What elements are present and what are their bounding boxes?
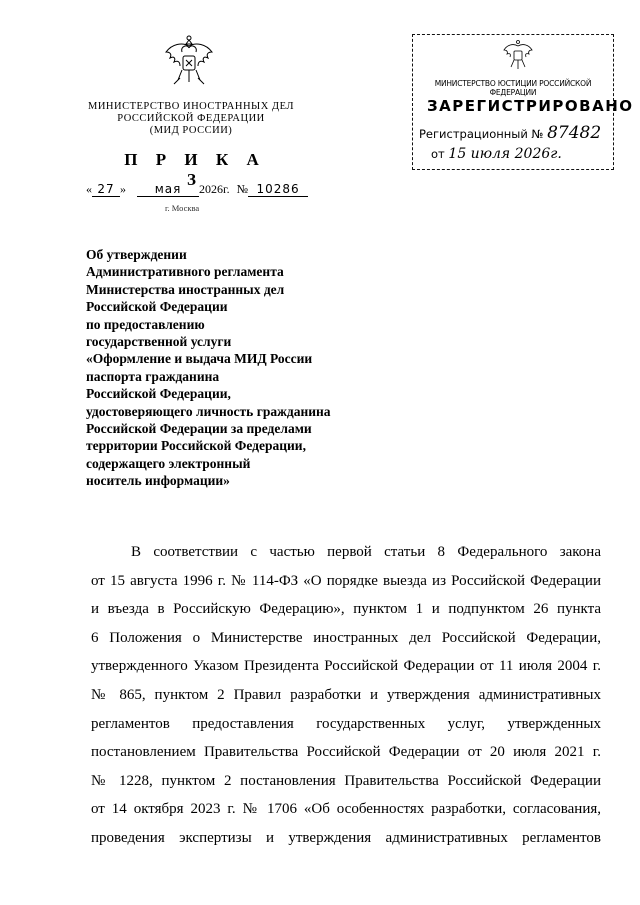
title-line: государственной услуги <box>86 334 232 350</box>
ministry-name-line3: (МИД РОССИИ) <box>149 125 233 136</box>
date-day: 27 <box>92 182 120 197</box>
body-line: постановлением Правительства Российской Федерации от 20 июля 2021 г. <box>91 744 601 761</box>
coat-of-arms-emblem-icon <box>160 34 218 90</box>
title-line: Российской Федерации за пределами <box>86 421 312 437</box>
order-body <box>91 538 601 853</box>
stamp-date-line <box>431 146 562 162</box>
registration-stamp <box>412 34 634 170</box>
title-line: удостоверяющего личность гражданина <box>86 403 331 419</box>
body-line: и въезда в Российскую Федерацию», пунктом 1 и подпунктом 26 пункта <box>91 601 601 618</box>
title-line: Министерства иностранных дел <box>86 281 285 297</box>
title-line: носитель информации» <box>86 473 230 489</box>
ministry-name-line2: РОССИЙСКОЙ ФЕДЕРАЦИИ <box>117 113 265 124</box>
number-prefix: № <box>236 182 249 196</box>
stamp-emblem-icon <box>501 39 535 73</box>
date-open-quote: « <box>86 182 92 196</box>
title-line: Российской Федерации <box>86 299 228 315</box>
body-line: В соответствии с частью первой статьи 8 Федерального закона <box>131 544 601 560</box>
ministry-name-line1: МИНИСТЕРСТВО ИНОСТРАННЫХ ДЕЛ <box>88 101 294 112</box>
order-title <box>86 246 416 490</box>
title-line: Об утверждении <box>86 247 187 262</box>
date-close-quote: » <box>120 182 126 196</box>
stamp-date-prefix: от <box>431 147 445 161</box>
date-year: 2026г. <box>199 182 230 196</box>
stamp-ministry: МИНИСТЕРСТВО ЮСТИЦИИ РОССИЙСКОЙ ФЕДЕРАЦИИ <box>434 79 592 97</box>
body-line: 6 Положения о Министерстве иностранных дел Российской Федерации, <box>91 629 601 646</box>
body-line: № 865, пунктом 2 Правил разработки и утверждения административных <box>91 686 601 703</box>
date-month: мая <box>137 182 199 197</box>
order-number: 10286 <box>248 182 308 197</box>
stamp-reg-number: 87482 <box>547 123 602 143</box>
title-line: по предоставлению <box>86 316 205 332</box>
title-line: «Оформление и выдача МИД России <box>86 351 313 367</box>
body-line: от 15 августа 1996 г. № 114-ФЗ «О порядке выезда из Российской Федерации <box>91 572 601 589</box>
title-line: содержащего электронный <box>86 455 251 471</box>
title-line: Российской Федерации, <box>86 386 231 402</box>
stamp-reg-number-line <box>419 123 601 143</box>
body-line: от 14 октября 2023 г. № 1706 «Об особенностях разработки, согласования, <box>91 801 601 818</box>
title-line: территории Российской Федерации, <box>86 438 306 454</box>
body-line: проведения экспертизы и утверждения административных регламентов <box>91 829 601 846</box>
body-line: № 1228, пунктом 2 постановления Правительства Российской Федерации <box>91 772 601 789</box>
stamp-reg-label: Регистрационный № <box>419 127 544 141</box>
title-line: Административного регламента <box>86 264 284 280</box>
stamp-date-value: 15 июля 2026г. <box>448 146 562 162</box>
body-line: регламентов предоставления государственных услуг, утвержденных <box>91 715 601 732</box>
document-type: П Р И К А З <box>124 150 266 189</box>
title-line: паспорта гражданина <box>86 368 220 384</box>
date-line <box>86 182 308 197</box>
stamp-registered: ЗАРЕГИСТРИРОВАНО <box>427 97 634 115</box>
body-line: утвержденного Указом Президента Российской Федерации от 11 июля 2004 г. <box>91 658 601 675</box>
city: г. Москва <box>165 203 200 213</box>
